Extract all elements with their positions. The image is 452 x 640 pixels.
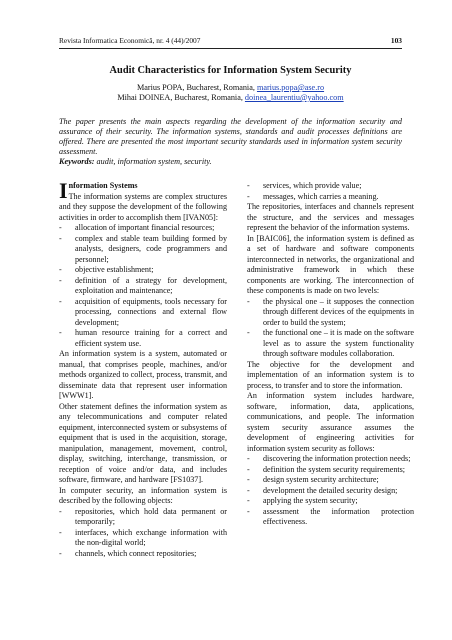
list-item: - applying the system security; <box>247 496 358 505</box>
header-rule <box>59 48 402 49</box>
list-item: - development the detailed security design; <box>247 485 398 495</box>
list-item: - complex and stable team building formed by analysts, designers, code programmers and personnel; <box>59 233 227 264</box>
list-item: - messages, which carries a meaning. <box>247 191 379 201</box>
author-1: Marius POPA, Bucharest, Romania, <box>136 83 257 92</box>
journal-name: Revista Informatica Economică, nr. 4 (44)/2007 <box>59 36 201 45</box>
author-line-1 <box>59 83 402 93</box>
list-item: - services, which provide value; <box>247 181 362 190</box>
author-2-email-link[interactable]: doinea_laurentiu@yahoo.com <box>244 93 344 102</box>
paragraph: In computer security, an information system is described by the following objects: <box>59 485 227 505</box>
keywords-label: Keywords: <box>59 157 95 166</box>
author-1-email-link[interactable]: marius.popa@ase.ro <box>256 83 325 92</box>
page-number: 103 <box>390 36 402 45</box>
paragraph: The objective for the development and implementation of an information system is to process, to transfer and to store the information. <box>247 359 414 390</box>
author-block <box>59 83 402 103</box>
drop-cap: I <box>59 178 68 203</box>
list-item: - assessment the information protection effectiveness. <box>247 506 414 526</box>
list-item: - acquisition of equipments, tools necessary for processing, connections and external flow development; <box>59 296 227 327</box>
paper-title: Audit Characteristics for Information System Security <box>109 65 352 76</box>
abstract-text: The paper presents the main aspects regarding the development of the information security and assurance of their security. The information systems, standards and audit processes definitions are offered. There are presented the most important security standards used in information system security assessment. <box>59 117 402 156</box>
right-column <box>247 181 414 528</box>
list-item: - definition the system security requirements; <box>247 464 406 474</box>
paragraph: Other statement defines the information system as any telecommunications and computer related equipment, interconnected system or subsystems of equipment that is used in the acquisition, storage, manipulation, management, movement, control, display, switching, interchange, transmission, or reception of voice and/or data, and includes software, firmware, and hardware [FS1037]. <box>59 401 227 484</box>
paragraph: In [BAIC06], the information system is defined as a set of hardware and software components interconnected in networks, the organizational and administrative framework in which these components are working. The interconnection of these components is made on two levels: <box>247 233 414 295</box>
abstract <box>59 117 402 167</box>
bullet-list <box>247 297 414 360</box>
list-item: - the functional one – it is made on the software level as to assure the system functionality through software modules collaboration. <box>247 328 414 358</box>
paragraph: An information system includes hardware, software, information, data, applications, communications, and people. The information system security assurance assumes the development of engineering activities for information system security as follows: <box>247 391 414 453</box>
list-item: - repositories, which hold data permanent or temporarily; <box>59 506 227 526</box>
list-item: - discovering the information protection needs; <box>247 454 411 463</box>
bullet-list <box>59 223 227 349</box>
bullet-list <box>247 454 414 528</box>
list-item: - objective establishment; <box>59 265 154 274</box>
list-item: - design system security architecture; <box>247 475 379 484</box>
author-line-2 <box>59 93 402 103</box>
list-item: - channels, which connect repositories; <box>59 548 197 558</box>
paragraph: The information systems are complex structures and they suppose the development of the following activities in order to accomplish them [IVAN05]: <box>59 191 227 222</box>
list-item: - definition of a strategy for development, exploitation and maintenance; <box>59 275 227 295</box>
author-2: Mihai DOINEA, Bucharest, Romania, <box>117 93 245 102</box>
list-item: - allocation of important financial resources; <box>59 223 215 232</box>
bullet-list <box>247 181 414 202</box>
list-item: - the physical one – it supposes the connection through different devices of the equipments in order to build the system; <box>247 296 414 327</box>
paragraph: The repositories, interfaces and channels represent the structure, and the services and messages represent the behavior of the information systems. <box>247 202 414 232</box>
keywords-text: audit, information system, security. <box>94 157 212 166</box>
left-column <box>59 178 227 559</box>
paragraph: An information system is a system, automated or manual, that comprises people, machines, and/or methods organized to collect, process, transmit, and disseminate data that represent user information [WWW1]. <box>59 349 227 400</box>
list-item: - human resource training for a correct and efficient system use. <box>59 328 227 348</box>
bullet-list <box>59 507 227 560</box>
section-intro <box>59 178 227 223</box>
section-heading: nformation Systems <box>68 181 138 190</box>
list-item: - interfaces, which exchange information with the non-digital world; <box>59 527 227 547</box>
